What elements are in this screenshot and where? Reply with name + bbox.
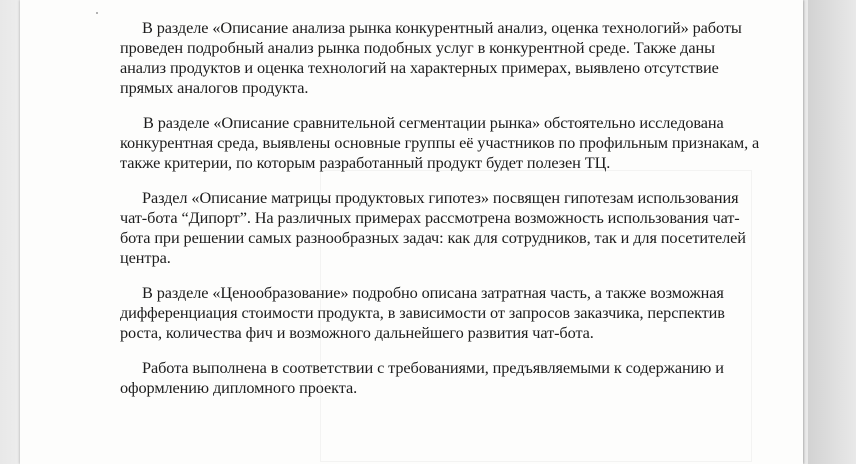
scan-speck [96,12,98,14]
paragraph-conclusion: Работа выполнена в соответствии с требованиями, предъявляемыми к содержанию и оформлению дипломного проекта. [120,358,724,397]
viewer-scroll-area[interactable] [808,0,856,464]
paragraph-product-hypotheses: Раздел «Описание матрицы продуктовых гипотез» посвящен гипотезам использования чат-бота “Дипорт”. На различных примерах рассмотрена возможность использования чат-бота при решении самых разнообразных задач: как для сотрудников, так и для посетителей центра. [120,188,746,267]
document-page [20,0,803,464]
paragraph-market-analysis: В разделе «Описание анализа рынка конкурентный анализ, оценка технологий» работы проведен подробный анализ рынка подобных услуг в конкурентной среде. Также даны анализ продуктов и оценка технологий на характерных примерах, выявлено отсутствие прямых аналогов продукта. [120,18,742,97]
paragraph-market-segmentation: В разделе «Описание сравнительной сегментации рынка» обстоятельно исследована конкурентная среда, выявлены основные группы её участников по профильным признакам, а также критерии, по которым разработанный продукт будет полезен ТЦ. [120,113,760,172]
document-body [120,18,760,413]
paragraph-pricing: В разделе «Ценообразование» подробно описана затратная часть, а также возможная дифференциация стоимости продукта, в зависимости от запросов заказчика, перспектив роста, количества фич и возможного дальнейшего развития чат-бота. [120,283,725,342]
